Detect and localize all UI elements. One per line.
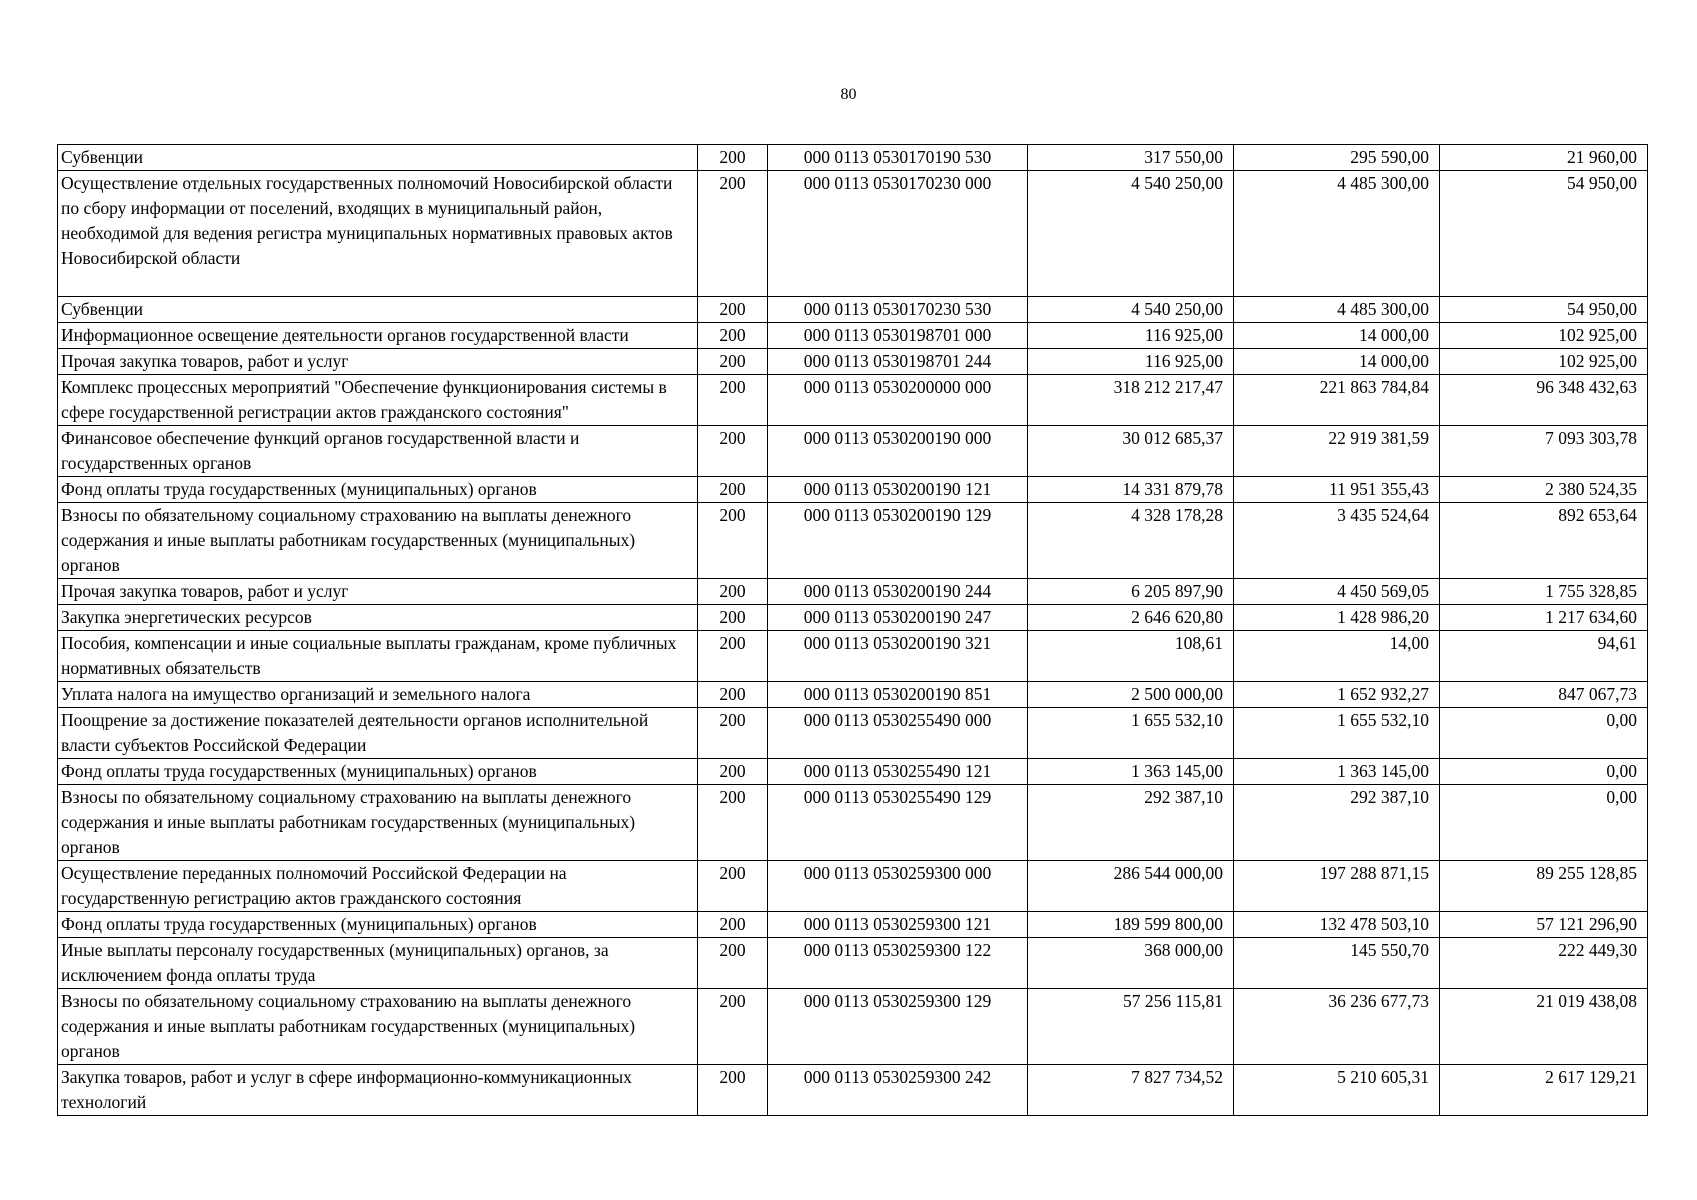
row-approved-amount: 317 550,00 xyxy=(1028,145,1234,171)
table-row xyxy=(58,1065,1648,1116)
row-approved-amount: 1 363 145,00 xyxy=(1028,759,1234,785)
row-line-code: 200 xyxy=(698,861,768,912)
row-remaining-amount: 892 653,64 xyxy=(1440,503,1648,579)
row-approved-amount: 14 331 879,78 xyxy=(1028,477,1234,503)
row-approved-amount: 189 599 800,00 xyxy=(1028,912,1234,938)
row-remaining-amount: 21 960,00 xyxy=(1440,145,1648,171)
row-line-code: 200 xyxy=(698,682,768,708)
row-approved-amount: 6 205 897,90 xyxy=(1028,579,1234,605)
table-row xyxy=(58,323,1648,349)
row-name: Фонд оплаты труда государственных (муниципальных) органов xyxy=(58,759,698,785)
row-line-code: 200 xyxy=(698,1065,768,1116)
row-remaining-amount: 102 925,00 xyxy=(1440,349,1648,375)
row-executed-amount: 3 435 524,64 xyxy=(1234,503,1440,579)
row-budget-classification-code: 000 0113 0530255490 000 xyxy=(768,708,1028,759)
row-name: Осуществление переданных полномочий Российской Федерации на государственную регистрацию актов гражданского состояния xyxy=(58,861,698,912)
row-line-code: 200 xyxy=(698,579,768,605)
row-remaining-amount: 89 255 128,85 xyxy=(1440,861,1648,912)
row-name: Закупка товаров, работ и услуг в сфере информационно-коммуникационных технологий xyxy=(58,1065,698,1116)
row-remaining-amount: 0,00 xyxy=(1440,785,1648,861)
row-budget-classification-code: 000 0113 0530255490 129 xyxy=(768,785,1028,861)
row-name: Комплекс процессных мероприятий "Обеспечение функционирования системы в сфере государственной регистрации актов гражданского состояния" xyxy=(58,375,698,426)
row-executed-amount: 4 450 569,05 xyxy=(1234,579,1440,605)
row-name: Информационное освещение деятельности органов государственной власти xyxy=(58,323,698,349)
row-executed-amount: 1 428 986,20 xyxy=(1234,605,1440,631)
row-executed-amount: 145 550,70 xyxy=(1234,938,1440,989)
row-name: Субвенции xyxy=(58,145,698,171)
row-name: Осуществление отдельных государственных полномочий Новосибирской области по сбору информации от поселений, входящих в муниципальный район, необходимой для ведения регистра муниципальных нормативных правовых актов Новосибирской области xyxy=(58,171,698,297)
row-budget-classification-code: 000 0113 0530200190 851 xyxy=(768,682,1028,708)
row-budget-classification-code: 000 0113 0530200000 000 xyxy=(768,375,1028,426)
row-name: Уплата налога на имущество организаций и земельного налога xyxy=(58,682,698,708)
row-remaining-amount: 0,00 xyxy=(1440,759,1648,785)
table-row xyxy=(58,912,1648,938)
row-approved-amount: 108,61 xyxy=(1028,631,1234,682)
table-row xyxy=(58,426,1648,477)
row-budget-classification-code: 000 0113 0530259300 000 xyxy=(768,861,1028,912)
row-budget-classification-code: 000 0113 0530259300 121 xyxy=(768,912,1028,938)
row-executed-amount: 221 863 784,84 xyxy=(1234,375,1440,426)
row-executed-amount: 1 652 932,27 xyxy=(1234,682,1440,708)
row-budget-classification-code: 000 0113 0530259300 242 xyxy=(768,1065,1028,1116)
row-approved-amount: 286 544 000,00 xyxy=(1028,861,1234,912)
row-approved-amount: 30 012 685,37 xyxy=(1028,426,1234,477)
row-budget-classification-code: 000 0113 0530200190 121 xyxy=(768,477,1028,503)
row-budget-classification-code: 000 0113 0530200190 000 xyxy=(768,426,1028,477)
row-approved-amount: 2 646 620,80 xyxy=(1028,605,1234,631)
row-line-code: 200 xyxy=(698,631,768,682)
row-remaining-amount: 57 121 296,90 xyxy=(1440,912,1648,938)
table-row xyxy=(58,759,1648,785)
row-line-code: 200 xyxy=(698,297,768,323)
row-approved-amount: 7 827 734,52 xyxy=(1028,1065,1234,1116)
row-line-code: 200 xyxy=(698,759,768,785)
row-name: Иные выплаты персоналу государственных (муниципальных) органов, за исключением фонда оплаты труда xyxy=(58,938,698,989)
table-row xyxy=(58,503,1648,579)
row-remaining-amount: 2 380 524,35 xyxy=(1440,477,1648,503)
row-executed-amount: 197 288 871,15 xyxy=(1234,861,1440,912)
table-row xyxy=(58,171,1648,297)
table-row xyxy=(58,477,1648,503)
row-budget-classification-code: 000 0113 0530200190 244 xyxy=(768,579,1028,605)
row-remaining-amount: 21 019 438,08 xyxy=(1440,989,1648,1065)
page-number: 80 xyxy=(840,86,857,103)
row-executed-amount: 4 485 300,00 xyxy=(1234,171,1440,297)
row-remaining-amount: 847 067,73 xyxy=(1440,682,1648,708)
table-row xyxy=(58,708,1648,759)
row-approved-amount: 116 925,00 xyxy=(1028,323,1234,349)
row-budget-classification-code: 000 0113 0530170230 530 xyxy=(768,297,1028,323)
table-row xyxy=(58,579,1648,605)
row-line-code: 200 xyxy=(698,912,768,938)
row-budget-classification-code: 000 0113 0530170190 530 xyxy=(768,145,1028,171)
row-line-code: 200 xyxy=(698,145,768,171)
row-line-code: 200 xyxy=(698,938,768,989)
row-executed-amount: 14 000,00 xyxy=(1234,349,1440,375)
row-remaining-amount: 2 617 129,21 xyxy=(1440,1065,1648,1116)
row-executed-amount: 292 387,10 xyxy=(1234,785,1440,861)
row-remaining-amount: 54 950,00 xyxy=(1440,297,1648,323)
row-executed-amount: 1 655 532,10 xyxy=(1234,708,1440,759)
row-line-code: 200 xyxy=(698,171,768,297)
row-remaining-amount: 54 950,00 xyxy=(1440,171,1648,297)
row-budget-classification-code: 000 0113 0530200190 321 xyxy=(768,631,1028,682)
row-name: Прочая закупка товаров, работ и услуг xyxy=(58,579,698,605)
table-row xyxy=(58,605,1648,631)
table-row xyxy=(58,861,1648,912)
row-remaining-amount: 1 755 328,85 xyxy=(1440,579,1648,605)
row-remaining-amount: 96 348 432,63 xyxy=(1440,375,1648,426)
row-remaining-amount: 1 217 634,60 xyxy=(1440,605,1648,631)
row-budget-classification-code: 000 0113 0530259300 129 xyxy=(768,989,1028,1065)
row-executed-amount: 14 000,00 xyxy=(1234,323,1440,349)
row-remaining-amount: 94,61 xyxy=(1440,631,1648,682)
row-name: Субвенции xyxy=(58,297,698,323)
row-approved-amount: 4 328 178,28 xyxy=(1028,503,1234,579)
table-row xyxy=(58,375,1648,426)
row-name: Прочая закупка товаров, работ и услуг xyxy=(58,349,698,375)
row-executed-amount: 295 590,00 xyxy=(1234,145,1440,171)
row-name: Взносы по обязательному социальному страхованию на выплаты денежного содержания и иные выплаты работникам государственных (муниципальных) органов xyxy=(58,989,698,1065)
row-executed-amount: 1 363 145,00 xyxy=(1234,759,1440,785)
row-budget-classification-code: 000 0113 0530200190 247 xyxy=(768,605,1028,631)
row-line-code: 200 xyxy=(698,785,768,861)
row-line-code: 200 xyxy=(698,477,768,503)
row-approved-amount: 292 387,10 xyxy=(1028,785,1234,861)
row-line-code: 200 xyxy=(698,349,768,375)
row-line-code: 200 xyxy=(698,426,768,477)
row-executed-amount: 4 485 300,00 xyxy=(1234,297,1440,323)
row-name: Фонд оплаты труда государственных (муниципальных) органов xyxy=(58,477,698,503)
table-row xyxy=(58,631,1648,682)
table-row xyxy=(58,938,1648,989)
row-budget-classification-code: 000 0113 0530198701 244 xyxy=(768,349,1028,375)
row-budget-classification-code: 000 0113 0530198701 000 xyxy=(768,323,1028,349)
row-approved-amount: 318 212 217,47 xyxy=(1028,375,1234,426)
row-name: Пособия, компенсации и иные социальные выплаты гражданам, кроме публичных нормативных обязательств xyxy=(58,631,698,682)
row-executed-amount: 22 919 381,59 xyxy=(1234,426,1440,477)
row-budget-classification-code: 000 0113 0530170230 000 xyxy=(768,171,1028,297)
row-name: Взносы по обязательному социальному страхованию на выплаты денежного содержания и иные выплаты работникам государственных (муниципальных) органов xyxy=(58,785,698,861)
row-budget-classification-code: 000 0113 0530259300 122 xyxy=(768,938,1028,989)
budget-execution-table xyxy=(57,144,1648,1116)
row-name: Фонд оплаты труда государственных (муниципальных) органов xyxy=(58,912,698,938)
row-name: Взносы по обязательному социальному страхованию на выплаты денежного содержания и иные выплаты работникам государственных (муниципальных) органов xyxy=(58,503,698,579)
row-line-code: 200 xyxy=(698,708,768,759)
row-approved-amount: 4 540 250,00 xyxy=(1028,297,1234,323)
row-approved-amount: 1 655 532,10 xyxy=(1028,708,1234,759)
row-approved-amount: 2 500 000,00 xyxy=(1028,682,1234,708)
row-name: Поощрение за достижение показателей деятельности органов исполнительной власти субъектов Российской Федерации xyxy=(58,708,698,759)
row-line-code: 200 xyxy=(698,989,768,1065)
row-executed-amount: 11 951 355,43 xyxy=(1234,477,1440,503)
row-remaining-amount: 7 093 303,78 xyxy=(1440,426,1648,477)
table-row xyxy=(58,349,1648,375)
row-line-code: 200 xyxy=(698,503,768,579)
table-row xyxy=(58,297,1648,323)
row-approved-amount: 368 000,00 xyxy=(1028,938,1234,989)
row-approved-amount: 4 540 250,00 xyxy=(1028,171,1234,297)
row-remaining-amount: 0,00 xyxy=(1440,708,1648,759)
table-row xyxy=(58,989,1648,1065)
row-name: Закупка энергетических ресурсов xyxy=(58,605,698,631)
row-executed-amount: 36 236 677,73 xyxy=(1234,989,1440,1065)
row-remaining-amount: 222 449,30 xyxy=(1440,938,1648,989)
row-line-code: 200 xyxy=(698,375,768,426)
row-name: Финансовое обеспечение функций органов государственной власти и государственных органов xyxy=(58,426,698,477)
row-executed-amount: 14,00 xyxy=(1234,631,1440,682)
row-executed-amount: 5 210 605,31 xyxy=(1234,1065,1440,1116)
row-remaining-amount: 102 925,00 xyxy=(1440,323,1648,349)
table-row xyxy=(58,785,1648,861)
row-executed-amount: 132 478 503,10 xyxy=(1234,912,1440,938)
row-line-code: 200 xyxy=(698,323,768,349)
table-row xyxy=(58,682,1648,708)
row-approved-amount: 116 925,00 xyxy=(1028,349,1234,375)
row-budget-classification-code: 000 0113 0530200190 129 xyxy=(768,503,1028,579)
row-line-code: 200 xyxy=(698,605,768,631)
row-approved-amount: 57 256 115,81 xyxy=(1028,989,1234,1065)
row-budget-classification-code: 000 0113 0530255490 121 xyxy=(768,759,1028,785)
table-row xyxy=(58,145,1648,171)
